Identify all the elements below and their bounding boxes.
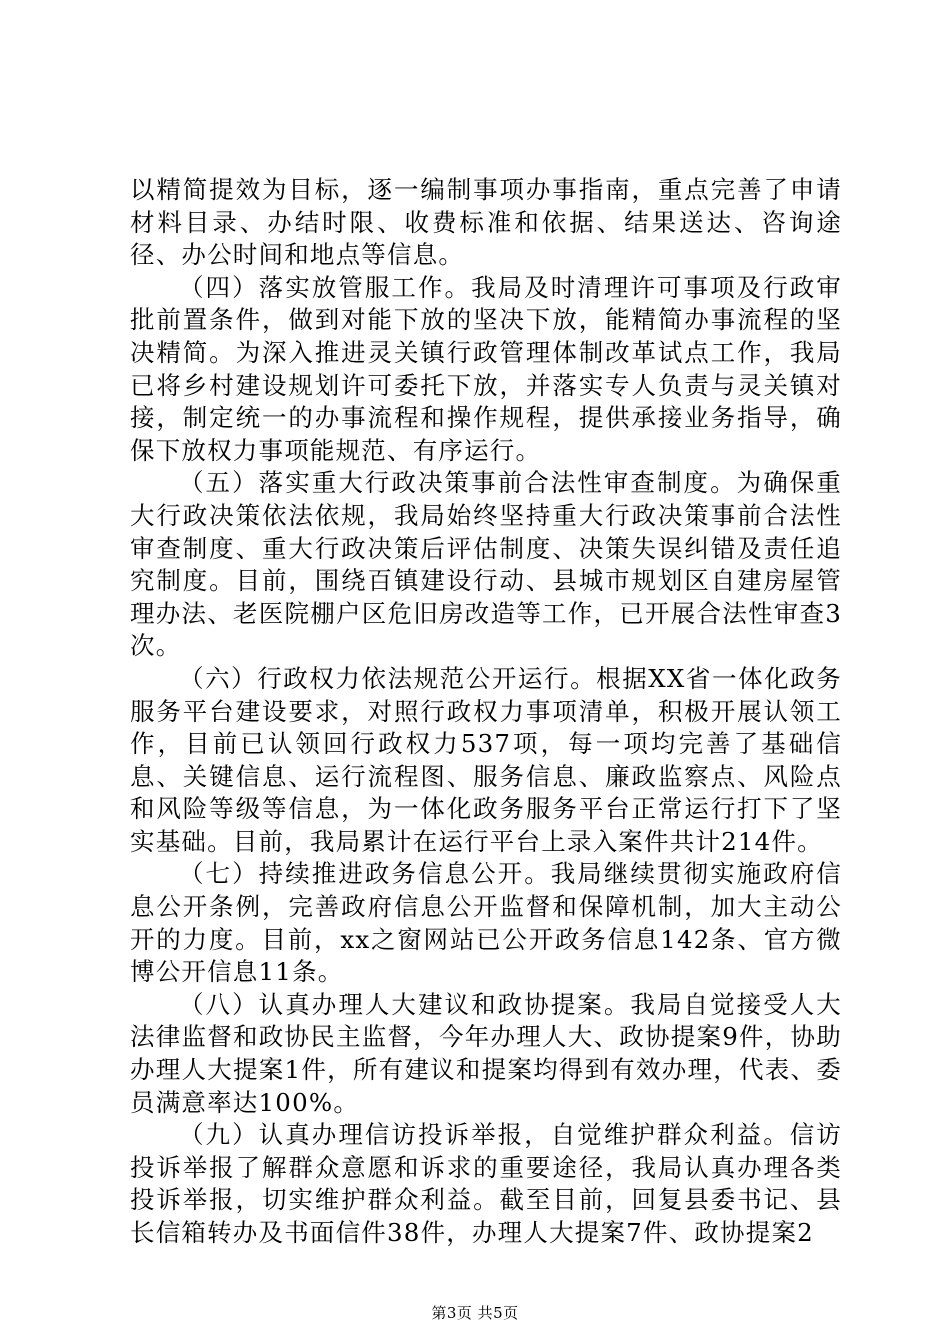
paragraph-section-5: （五）落实重大行政决策事前合法性审查制度。为确保重大行政决策依法依规，我局始终坚持重大行政决策事前合法性审查制度、重大行政决策后评估制度、决策失误纠错及责任追究制度。目前，围绕百镇建设行动、县城市规划区自建房屋管理办法、老医院棚户区危旧房改造等工作，已开展合法性审查3次。	[130, 468, 842, 661]
paragraph-section-4: （四）落实放管服工作。我局及时清理许可事项及行政审批前置条件，做到对能下放的坚决下放，能精简办事流程的坚决精简。为深入推进灵关镇行政管理体制改革试点工作，我局已将乡村建设规划许可委托下放，并落实专人负责与灵关镇对接，制定统一的办事流程和操作规程，提供承接业务指导，确保下放权力事项能规范、有序运行。	[130, 272, 842, 465]
page-number-footer: 第3页 共5页	[431, 1304, 519, 1322]
paragraph-section-7: （七）持续推进政务信息公开。我局继续贯彻实施政府信息公开条例，完善政府信息公开监督和保障机制，加大主动公开的力度。目前，xx之窗网站已公开政务信息142条、官方微博公开信息11条。	[130, 859, 842, 987]
paragraph-section-9: （九）认真办理信访投诉举报，自觉维护群众利益。信访投诉举报了解群众意愿和诉求的重要途径，我局认真办理各类投诉举报，切实维护群众利益。截至目前，回复县委书记、县长信箱转办及书面信件38件，办理人大提案7件、政协提案2	[130, 1120, 842, 1247]
paragraph-section-8: （八）认真办理人大建议和政协提案。我局自觉接受人大法律监督和政协民主监督，今年办理人大、政协提案9件，协助办理人大提案1件，所有建议和提案均得到有效办理，代表、委员满意率达100%。	[130, 989, 842, 1117]
paragraph-continuation: 以精简提效为目标，逐一编制事项办事指南，重点完善了申请材料目录、办结时限、收费标准和依据、结果送达、咨询途径、办公时间和地点等信息。	[130, 175, 842, 270]
document-body	[130, 174, 842, 1250]
paragraph-section-6: （六）行政权力依法规范公开运行。根据XX省一体化政务服务平台建设要求，对照行政权力事项清单，积极开展认领工作，目前已认领回行政权力537项，每一项均完善了基础信息、关键信息、运行流程图、服务信息、廉政监察点、风险点和风险等级等信息，为一体化政务服务平台正常运行打下了坚实基础。目前，我局累计在运行平台上录入案件共计214件。	[130, 663, 842, 856]
